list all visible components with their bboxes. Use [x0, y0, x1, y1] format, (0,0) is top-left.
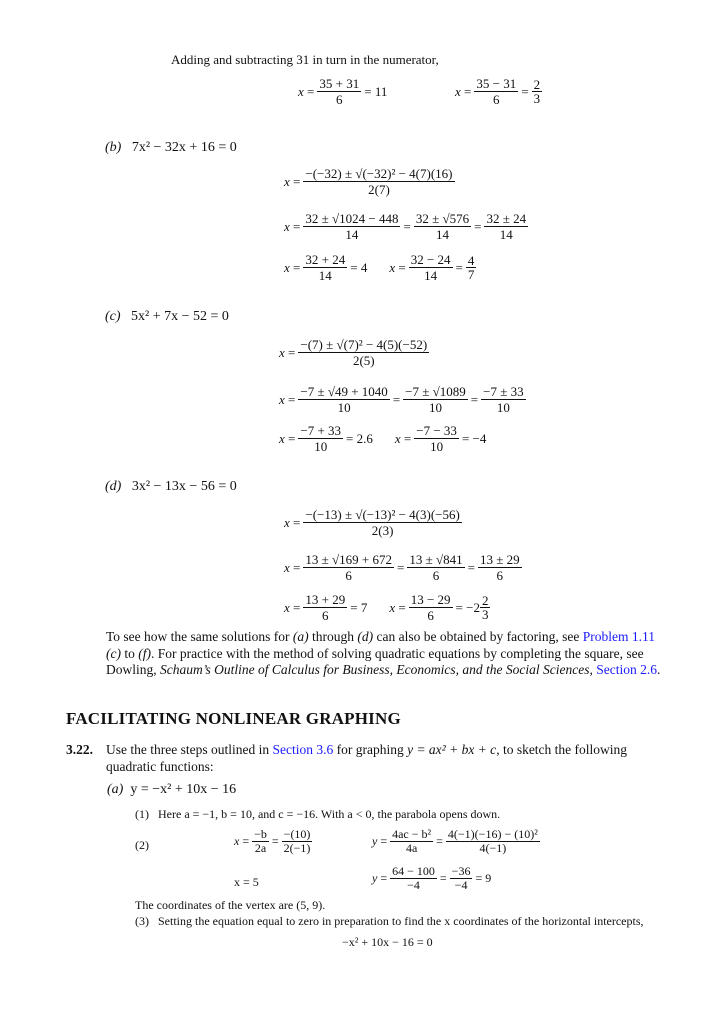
part-b-heading — [105, 140, 237, 156]
final-equation: −x² + 10x − 16 = 0 — [342, 935, 433, 949]
fraction-denominator: 2(7) — [368, 182, 390, 197]
section-2-6-link[interactable]: Section 2.6 — [596, 662, 657, 677]
fraction-denominator: 6 — [322, 608, 329, 623]
step-2-number: (2) — [135, 838, 149, 852]
part-label: (b) — [105, 140, 122, 155]
fraction-numerator: 4ac − b² — [392, 827, 432, 841]
fraction-denominator: 3 — [481, 607, 489, 622]
fraction-numerator: −b — [254, 827, 267, 841]
fraction-denominator: 10 — [337, 400, 351, 415]
problem-number: 3.22. — [66, 742, 93, 757]
fraction-numerator: −7 ± √49 + 1040 — [300, 384, 388, 399]
fraction-numerator: 4 — [467, 253, 475, 268]
fraction-numerator: 35 + 31 — [319, 76, 360, 91]
fraction-numerator: 13 + 29 — [305, 592, 346, 607]
fraction-numerator: 13 ± 29 — [479, 552, 520, 567]
vertex-x-result: x = 5 — [234, 875, 259, 889]
part-label: (c) — [105, 309, 121, 324]
fraction-numerator: 35 − 31 — [476, 76, 517, 91]
result-whole: −2 — [466, 599, 480, 615]
fraction-denominator: 3 — [533, 91, 541, 106]
fraction-denominator: 14 — [499, 227, 513, 242]
problem-1-11-link[interactable]: Problem 1.11 — [582, 629, 655, 644]
fraction-numerator: −(7) ± √(7)² − 4(5)(−52) — [300, 337, 428, 352]
result-value: 7 — [360, 599, 368, 615]
step-number: (3) — [135, 914, 149, 928]
a-result-2: x = $\frac{35 - 31}{6}$ = $\frac{2}{3}$ — [455, 76, 541, 107]
step-text: Here a = −1, b = 10, and c = −16. With a < 0, the parabola opens down. — [158, 807, 501, 821]
fraction-denominator: 14 — [345, 227, 359, 242]
c-results: x = $\frac{-7 + 33}{10}$ = 2.6 x = $\frac{-7 - 33}{10}$ = −4 — [279, 423, 487, 454]
fraction-numerator: 32 ± √576 — [415, 211, 470, 226]
section-heading: FACILITATING NONLINEAR GRAPHING — [66, 709, 401, 728]
fraction-numerator: 32 + 24 — [305, 252, 346, 267]
fraction-denominator: 2(−1) — [283, 841, 311, 855]
step-text: Setting the equation equal to zero in preparation to find the x coordinates of the horizontal intercepts, — [158, 914, 644, 928]
fraction-numerator: 13 ± √169 + 672 — [305, 552, 392, 567]
fraction-denominator: 7 — [467, 267, 475, 282]
fraction-numerator: −(−13) ± √(−13)² − 4(3)(−56) — [305, 507, 460, 522]
part-equation: 3x² − 13x − 56 = 0 — [131, 479, 237, 494]
fraction-denominator: 10 — [496, 400, 510, 415]
step-number: (1) — [135, 807, 149, 821]
fraction-numerator: 32 ± √1024 − 448 — [305, 211, 399, 226]
vertex-coordinates: The coordinates of the vertex are (5, 9). — [135, 898, 326, 912]
fraction-denominator: 2a — [254, 841, 267, 855]
part-label: (d) — [105, 479, 122, 494]
fraction-denominator: 14 — [318, 268, 332, 283]
part-c-heading — [105, 309, 229, 325]
intro-text: Adding and subtracting 31 in turn in the numerator, — [171, 52, 439, 67]
fraction-numerator: −36 — [451, 864, 471, 878]
result-value: −4 — [472, 430, 487, 446]
b-results: x = $\frac{32 + 24}{14}$ = 4 x = $\frac{32 - 24}{14}$ = $\frac{4}{7}$ — [284, 252, 475, 283]
result-value: 4 — [360, 259, 368, 275]
fraction-denominator: 14 — [424, 268, 438, 283]
fraction-denominator: 4a — [405, 841, 418, 855]
vertex-y-result: y = $\frac{64 - 100}{-4}$ = $\frac{-36}{-4}$ = 9 — [372, 864, 492, 892]
fraction-denominator: 14 — [435, 227, 449, 242]
fraction-numerator: −(−32) ± √(−32)² − 4(7)(16) — [305, 166, 453, 181]
fraction-numerator: 2 — [533, 77, 541, 92]
fraction-numerator: −7 ± √1089 — [405, 384, 466, 399]
fraction-denominator: 10 — [430, 439, 444, 454]
fraction-numerator: 32 − 24 — [410, 252, 451, 267]
fraction-numerator: −7 ± 33 — [483, 384, 524, 399]
step-1 — [135, 807, 500, 822]
d-formula-1: x = $\frac{\text{−(−13) ± √(−13)² − 4(3)(−56)}}{2(3)}$ — [284, 507, 460, 538]
result-value: 9 — [485, 871, 492, 885]
fraction-denominator: 6 — [496, 568, 504, 583]
fraction-numerator: −7 − 33 — [416, 423, 457, 438]
fraction-denominator: 6 — [345, 568, 352, 583]
fraction-denominator: 6 — [427, 608, 434, 623]
c-formula-2: x = $\frac{-7 \pm √49 + 1040}{10}$ = $\frac{-7 \pm √1089}{10}$ = $\frac{-7 \pm 33}{10}$ — [279, 384, 524, 415]
fraction-denominator: 4(−1) — [479, 841, 507, 855]
b-formula-1: x = $\frac{\text{−(−32) ± √(−32)² − 4(7)(16)}}{2(7)}$ — [284, 166, 453, 197]
d-formula-2: x = $\frac{13 \pm √169 + 672}{6}$ = $\frac{13 \pm √841}{6}$ = $\frac{13 \pm 29}{6}$ — [284, 552, 520, 583]
b-formula-2: x = $\frac{32 \pm √1024 - 448}{14}$ = $\frac{32 \pm √576}{14}$ = $\frac{32 \pm 24}{14}$ — [284, 211, 527, 242]
fraction-numerator: −(10) — [283, 827, 311, 841]
part-equation: 7x² − 32x + 16 = 0 — [131, 140, 237, 155]
fraction-numerator: 64 − 100 — [392, 864, 435, 878]
fraction-denominator: 6 — [336, 92, 343, 107]
part-function: y = −x² + 10x − 16 — [130, 782, 237, 797]
result-value: 11 — [374, 83, 388, 99]
part-label: (a) — [107, 782, 124, 797]
c-formula-1: x = $\frac{\text{−(7) ± √(7)² − 4(5)(−52)}}{2(5)}$ — [279, 337, 428, 368]
fraction-denominator: −4 — [407, 878, 420, 892]
fraction-denominator: 2(5) — [352, 353, 375, 368]
fraction-numerator: 2 — [481, 593, 489, 608]
result-value: 2.6 — [356, 430, 373, 446]
fraction-numerator: −7 + 33 — [300, 423, 342, 438]
fraction-denominator: −4 — [454, 878, 468, 892]
fraction-denominator: 10 — [314, 439, 328, 454]
part-d-heading — [105, 479, 237, 495]
fraction-denominator: 2(3) — [371, 523, 394, 538]
step-3 — [135, 914, 644, 929]
fraction-denominator: 10 — [428, 400, 442, 415]
vertex-y-formula: y = $\frac{\text{4ac − b²}}{4a}$ = $\frac{\text{4(−1)(−16) − (10)²}}{4(-1)}$ — [372, 827, 538, 855]
section-3-6-link[interactable]: Section 3.6 — [272, 742, 334, 757]
problem-statement: Use the three steps outlined in Section 3.6 for graphing y = ax² + bx + c, to sketch the following quadratic functions: — [106, 742, 628, 774]
fraction-numerator: 13 ± √841 — [409, 552, 463, 567]
a-result-1: x = $\frac{35 + 31}{6}$ = 11 — [298, 76, 388, 107]
book-title: Schaum’s Outline of Calculus for Business, Economics, and the Social Sciences, — [160, 662, 593, 677]
fraction-numerator: 13 − 29 — [410, 592, 451, 607]
vertex-x-formula: x = $\frac{-b}{2a}$ = $\frac{-(10)}{2(-1)}$ — [234, 827, 311, 855]
fraction-denominator: 6 — [493, 92, 500, 107]
factoring-paragraph: To see how the same solutions for (a) through (d) can also be obtained by factoring, see Problem 1.11 (c) to (f). For practice with the method of solving quadratic equations by completing the square, see Dowling, Schaum’s Outline of Calculus for Business, Economics, and the Social Sciences, Section 2.6. — [106, 629, 661, 677]
part-a-heading — [107, 782, 236, 798]
d-results: x = $\frac{13 + 29}{6}$ = 7 x = $\frac{13 - 29}{6}$ = −2 $\frac{2}{3}$ — [284, 592, 489, 623]
fraction-numerator: 32 ± 24 — [486, 211, 527, 226]
fraction-denominator: 6 — [432, 568, 440, 583]
part-equation: 5x² + 7x − 52 = 0 — [131, 309, 229, 324]
fraction-numerator: 4(−1)(−16) − (10)² — [447, 827, 538, 841]
